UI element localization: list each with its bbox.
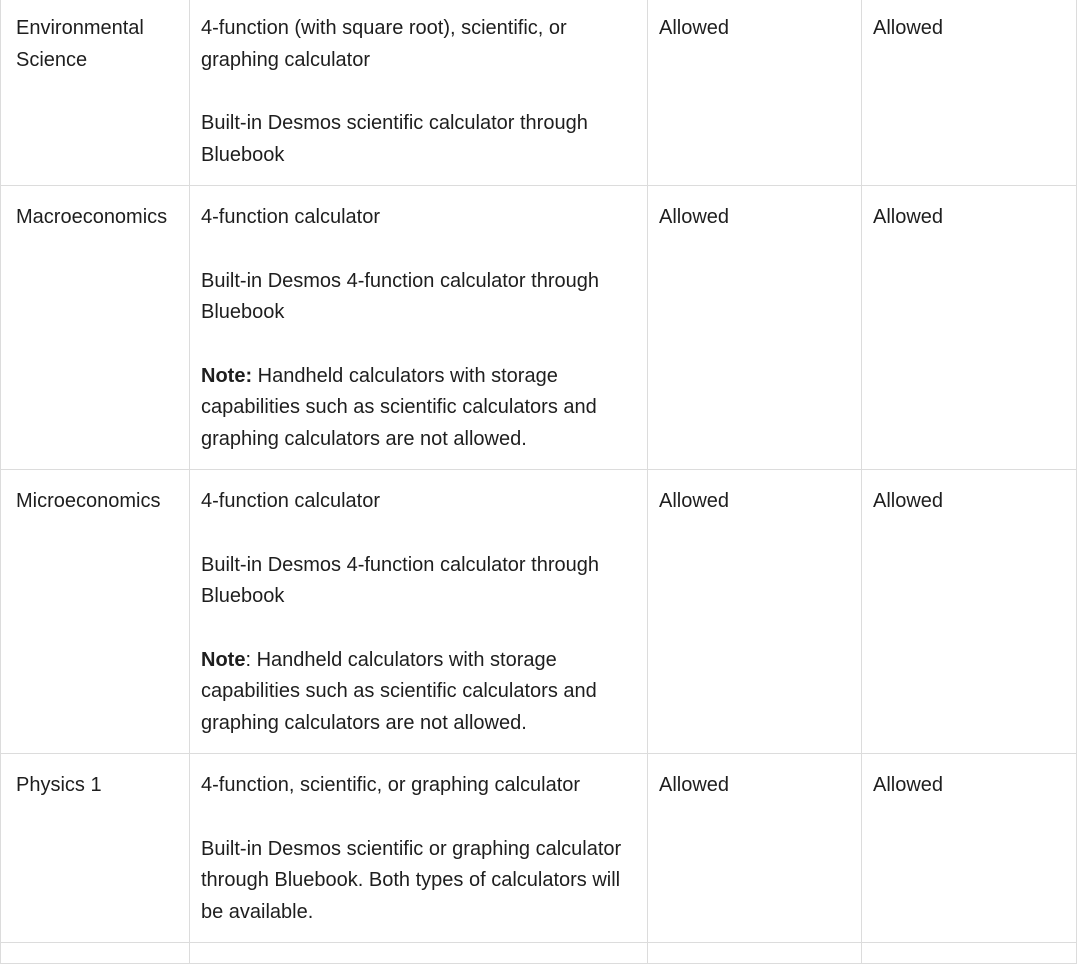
allowed-status: Allowed — [873, 774, 944, 796]
subject-name: Environmental Science — [16, 17, 144, 71]
empty-cell — [862, 943, 1077, 964]
subject-cell — [1, 0, 190, 186]
subject-name: Physics 1 — [16, 774, 102, 796]
calculator-type-text: 4-function, scientific, or graphing calculator — [201, 774, 581, 796]
allowed-status: Allowed — [659, 206, 730, 228]
allowed-status: Allowed — [659, 490, 730, 512]
calculator-details-cell — [190, 470, 648, 754]
calculator-type-text: 4-function (with square root), scientific, or graphing calculator — [201, 17, 567, 71]
note-text: : Handheld calculators with storage capabilities such as scientific calculators and graphing calculators are not allowed. — [201, 648, 597, 734]
allowed-cell — [648, 0, 862, 186]
table-row-macroeconomics — [1, 186, 1077, 470]
table-row-partial — [1, 943, 1077, 964]
builtin-calculator-text: Built-in Desmos scientific or graphing calculator through Bluebook. Both types of calculators will be available. — [201, 837, 622, 923]
allowed-status: Allowed — [873, 17, 944, 39]
allowed-cell — [862, 754, 1077, 943]
allowed-status: Allowed — [873, 206, 944, 228]
note-label: Note — [201, 648, 246, 671]
calculator-type-text: 4-function calculator — [201, 206, 380, 228]
calculator-type-text: 4-function calculator — [201, 490, 380, 512]
subject-name: Microeconomics — [16, 490, 161, 512]
allowed-cell — [648, 754, 862, 943]
allowed-cell — [648, 470, 862, 754]
allowed-cell — [648, 186, 862, 470]
table-row-environmental-science — [1, 0, 1077, 186]
note-label: Note: — [201, 364, 253, 387]
builtin-calculator-text: Built-in Desmos scientific calculator through Bluebook — [201, 112, 588, 166]
table-row-microeconomics — [1, 470, 1077, 754]
subject-name: Macroeconomics — [16, 206, 168, 228]
allowed-status: Allowed — [659, 17, 730, 39]
allowed-cell — [862, 186, 1077, 470]
calculator-details-cell — [190, 754, 648, 943]
note-paragraph — [201, 361, 637, 456]
note-text: Handheld calculators with storage capabilities such as scientific calculators and graphing calculators are not allowed. — [201, 364, 597, 450]
note-paragraph — [201, 645, 637, 740]
allowed-status: Allowed — [873, 490, 944, 512]
empty-cell — [1, 943, 190, 964]
allowed-cell — [862, 470, 1077, 754]
calculator-details-cell — [190, 0, 648, 186]
subject-cell — [1, 470, 190, 754]
calculator-details-cell — [190, 186, 648, 470]
subject-cell — [1, 754, 190, 943]
builtin-calculator-text: Built-in Desmos 4-function calculator through Bluebook — [201, 553, 599, 607]
allowed-cell — [862, 0, 1077, 186]
builtin-calculator-text: Built-in Desmos 4-function calculator through Bluebook — [201, 269, 599, 323]
empty-cell — [648, 943, 862, 964]
subject-cell — [1, 186, 190, 470]
empty-cell — [190, 943, 648, 964]
allowed-status: Allowed — [659, 774, 730, 796]
table-row-physics-1 — [1, 754, 1077, 943]
